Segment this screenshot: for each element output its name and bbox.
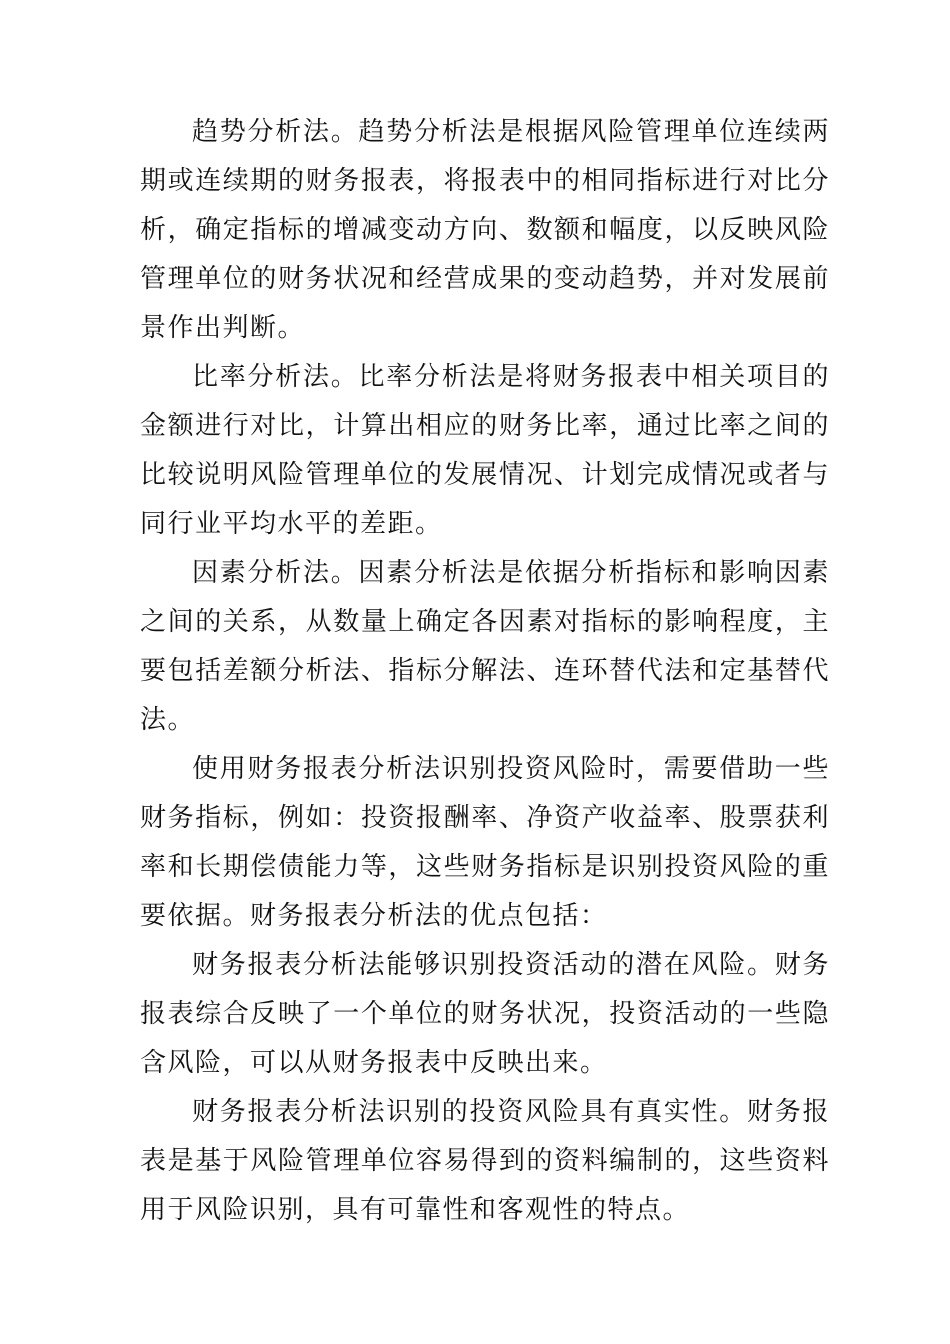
paragraph-ratio-analysis: 比率分析法。比率分析法是将财务报表中相关项目的金额进行对比，计算出相应的财务比率，通过比率之间的比较说明风险管理单位的发展情况、计划完成情况或者与同行业平均水平的差距。 <box>140 362 830 539</box>
paragraph-advantage-authenticity: 财务报表分析法识别的投资风险具有真实性。财务报表是基于风险管理单位容易得到的资料编制的，这些资料用于风险识别，具有可靠性和客观性的特点。 <box>140 1097 830 1225</box>
paragraph-financial-indicators: 使用财务报表分析法识别投资风险时，需要借助一些财务指标，例如：投资报酬率、净资产收益率、股票获利率和长期偿债能力等，这些财务指标是识别投资风险的重要依据。财务报表分析法的优点包括： <box>140 754 830 931</box>
document-body <box>140 108 830 1235</box>
paragraph-advantage-potential-risk: 财务报表分析法能够识别投资活动的潜在风险。财务报表综合反映了一个单位的财务状况，投资活动的一些隐含风险，可以从财务报表中反映出来。 <box>140 950 830 1078</box>
paragraph-trend-analysis: 趋势分析法。趋势分析法是根据风险管理单位连续两期或连续期的财务报表，将报表中的相同指标进行对比分析，确定指标的增减变动方向、数额和幅度，以反映风险管理单位的财务状况和经营成果的变动趋势，并对发展前景作出判断。 <box>140 117 830 343</box>
paragraph-factor-analysis: 因素分析法。因素分析法是依据分析指标和影响因素之间的关系，从数量上确定各因素对指标的影响程度，主要包括差额分析法、指标分解法、连环替代法和定基替代法。 <box>140 558 830 735</box>
